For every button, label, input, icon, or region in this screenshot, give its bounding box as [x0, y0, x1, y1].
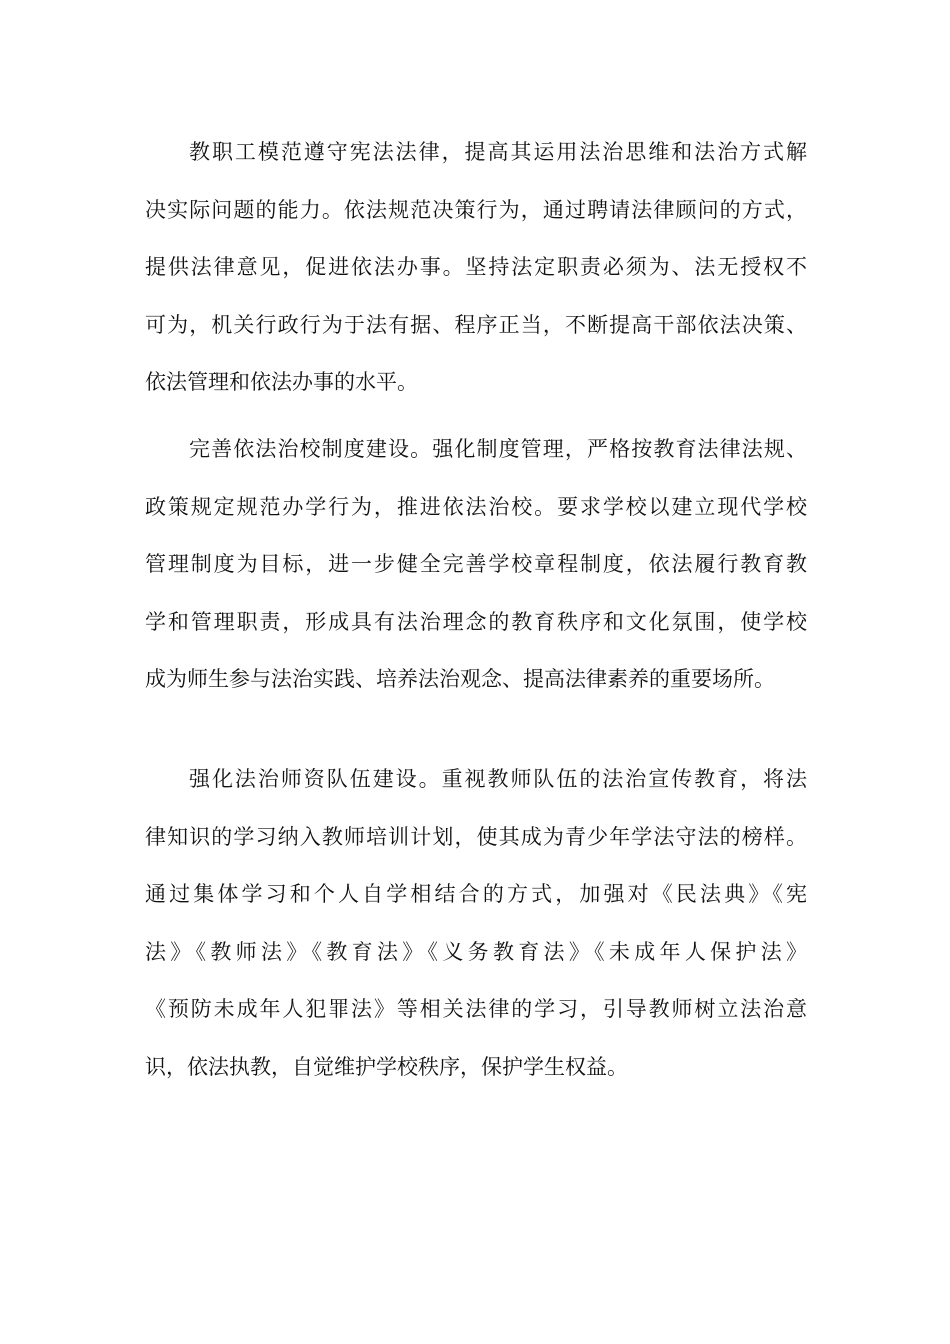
text-line: 依法管理和依法办事的水平。	[145, 370, 418, 394]
text-line: 通过集体学习和个人自学相结合的方式，加强对《民法典》《宪	[145, 882, 807, 906]
text-line: 律知识的学习纳入教师培训计划，使其成为青少年学法守法的榜样。	[145, 824, 807, 849]
text-line: 可为，机关行政行为于法有据、程序正当，不断提高干部依法决策、	[145, 312, 807, 337]
text-line: 决实际问题的能力。依法规范决策行为，通过聘请法律顾问的方式，	[145, 197, 807, 222]
text-line: 学和管理职责，形成具有法治理念的教育秩序和文化氛围，使学校	[145, 609, 807, 634]
text-line: 完善依法治校制度建设。强化制度管理，严格按教育法律法规、	[189, 437, 807, 461]
text-line: 教职工模范遵守宪法法律，提高其运用法治思维和法治方式解	[189, 140, 807, 164]
text-line: 法》《教师法》《教育法》《义务教育法》《未成年人保护法》	[145, 939, 807, 964]
text-line: 成为师生参与法治实践、培养法治观念、提高法律素养的重要场所。	[145, 667, 775, 691]
text-line: 《预防未成年人犯罪法》等相关法律的学习，引导教师树立法治意	[145, 997, 807, 1021]
text-line: 管理制度为目标，进一步健全完善学校章程制度，依法履行教育教	[145, 552, 807, 576]
text-line: 识，依法执教，自觉维护学校秩序，保护学生权益。	[145, 1054, 628, 1079]
text-line: 政策规定规范办学行为，推进依法治校。要求学校以建立现代学校	[145, 494, 807, 519]
text-line: 提供法律意见，促进依法办事。坚持法定职责必须为、法无授权不	[145, 255, 807, 279]
text-line: 强化法治师资队伍建设。重视教师队伍的法治宣传教育，将法	[189, 767, 807, 791]
